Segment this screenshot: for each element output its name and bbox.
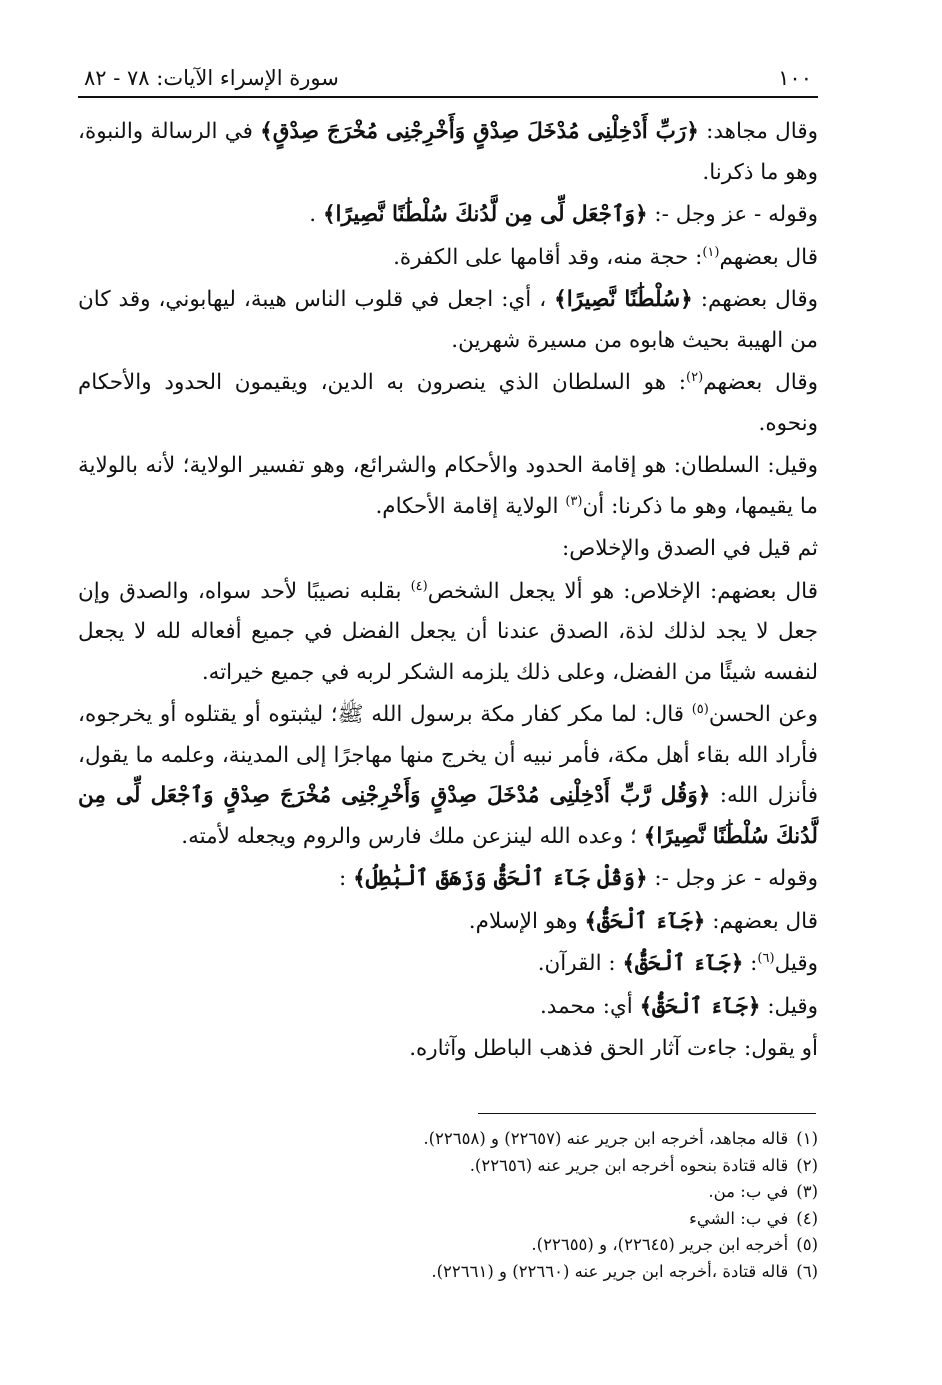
running-title: سورة الإسراء الآيات: ٧٨ - ٨٢	[84, 66, 339, 90]
paragraph: ثم قيل في الصدق والإخلاص:	[562, 536, 818, 561]
paragraph: أو يقول: جاءت آثار الحق فذهب الباطل وآثاره.	[409, 1036, 818, 1061]
footnote-text: في ب: من.	[708, 1182, 789, 1201]
footnote-number: (٦)	[796, 1261, 818, 1281]
footnote-number: (١)	[796, 1129, 818, 1148]
footnote-divider	[478, 1113, 816, 1114]
footnote-number: (٤)	[796, 1208, 818, 1228]
quran-quote: ﴿جَآءَ ٱلْحَقُّ﴾	[584, 908, 706, 934]
footnotes	[80, 1126, 818, 1285]
footnote-ref: (١)	[702, 244, 720, 260]
footnote-ref: (٥)	[691, 701, 709, 717]
page-header	[78, 60, 818, 98]
paragraph: وعن الحسن$^{(٥)}$ قال: لما مكر كفار مكة برسول الله ﷺ؛ ليثبتوه أو يقتلوه أو يخرجوه، فأراد الله بقاء أهل مكة، فأمر نبيه أن يخرج منها مهاجرًا إلى المدينة، وعلمه ما يقول، فأنزل الله: ﴿وَقُل رَّبِّ أَدْخِلْنِى مُدْخَلَ صِدْقٍ وَأَخْرِجْنِى مُخْرَجَ صِدْقٍ وَٱجْعَل لِّى مِن لَّدُنكَ سُلْطَٰنًا نَّصِيرًا﴾ ؛ وعده الله لينزعن ملك فارس والروم ويجعله لأمته.	[78, 701, 818, 849]
footnote	[80, 1259, 818, 1286]
footnote-ref: (٣)	[565, 493, 583, 509]
footnote-number: (٣)	[796, 1182, 818, 1201]
quran-quote: ﴿وَٱجْعَل لِّى مِن لَّدُنكَ سُلْطَٰنًا نَّصِيرًا﴾	[322, 202, 648, 227]
quran-quote: ﴿سُلْطَٰنًا نَّصِيرًا﴾	[554, 287, 693, 312]
footnote	[80, 1179, 818, 1206]
quran-quote: ﴿جَآءَ ٱلْحَقُّ﴾	[622, 951, 744, 976]
paragraph: وقوله - عز وجل -: ﴿وَقُلْ جَآءَ ٱلْحَقُّ وَزَهَقَ ٱلْبَٰطِلُ﴾ :	[338, 866, 818, 891]
page	[78, 60, 818, 1072]
footnote-text: أخرجه ابن جرير (٢٢٦٤٥)، و (٢٢٦٥٥).	[531, 1235, 789, 1254]
quran-quote: ﴿وَقُلْ جَآءَ ٱلْحَقُّ وَزَهَقَ ٱلْبَٰطِلُ﴾	[353, 866, 648, 891]
paragraph: وقيل$^{(٦)}$: ﴿جَآءَ ٱلْحَقُّ﴾ : القرآن.	[537, 950, 818, 976]
footnote-ref: (٢)	[686, 369, 704, 385]
paragraph: وقال مجاهد: ﴿رَبِّ أَدْخِلْنِى مُدْخَلَ صِدْقٍ وَأَخْرِجْنِى مُخْرَجَ صِدْقٍ﴾ في الرسالة والنبوة، وهو ما ذكرنا.	[78, 119, 818, 185]
paragraph: وقال بعضهم$^{(٢)}$: هو السلطان الذي ينصرون به الدين، ويقيمون الحدود والأحكام ونحوه.	[78, 369, 818, 436]
quran-quote: ﴿رَبِّ أَدْخِلْنِى مُدْخَلَ صِدْقٍ وَأَخْرِجْنِى مُخْرَجَ صِدْقٍ﴾	[260, 119, 699, 144]
footnote-text: قاله قتادة ،أخرجه ابن جرير عنه (٢٢٦٦٠) و (٢٢٦٦١).	[431, 1261, 789, 1281]
quran-quote: ﴿جَآءَ ٱلْحَقُّ﴾	[639, 993, 761, 1019]
footnote-ref: (٦)	[757, 950, 775, 966]
footnote	[80, 1153, 818, 1180]
footnote-text: قاله مجاهد، أخرجه ابن جرير عنه (٢٢٦٥٧) و (٢٢٦٥٨).	[423, 1129, 789, 1148]
footnote	[80, 1126, 818, 1153]
paragraph: وقال بعضهم: ﴿سُلْطَٰنًا نَّصِيرًا﴾ ، أي: اجعل في قلوب الناس هيبة، ليهابوني، وقد كان من الهيبة بحيث هابوه من مسيرة شهرين.	[78, 287, 818, 353]
footnote-ref: (٤)	[410, 578, 428, 594]
paragraph: قال بعضهم: الإخلاص: هو ألا يجعل الشخص$^{(٤)}$ بقلبه نصيبًا لأحد سواه، والصدق وإن جعل لا يجد لذلك لذة، الصدق عندنا أن يجعل الفضل في جميع أفعاله لله لا يجعل لنفسه شيئًا من الفضل، وعلى ذلك يلزمه الشكر لربه في جميع خيراته.	[78, 578, 818, 685]
footnote	[80, 1232, 818, 1259]
footnote-number: (٥)	[796, 1235, 818, 1254]
footnote-text: قاله قتادة بنحوه أخرجه ابن جرير عنه (٢٢٦٥٦).	[469, 1155, 789, 1175]
paragraph: قال بعضهم: ﴿جَآءَ ٱلْحَقُّ﴾ وهو الإسلام.	[468, 908, 818, 934]
main-text	[78, 112, 818, 1070]
paragraph: وقيل: ﴿جَآءَ ٱلْحَقُّ﴾ أي: محمد.	[539, 993, 818, 1019]
footnote-number: (٢)	[796, 1155, 818, 1175]
quran-quote: ﴿وَقُل رَّبِّ أَدْخِلْنِى مُدْخَلَ صِدْقٍ وَأَخْرِجْنِى مُخْرَجَ صِدْقٍ وَٱجْعَل لِّى مِن لَّدُنكَ سُلْطَٰنًا نَّصِيرًا﴾	[78, 783, 818, 849]
paragraph: وقوله - عز وجل -: ﴿وَٱجْعَل لِّى مِن لَّدُنكَ سُلْطَٰنًا نَّصِيرًا﴾ .	[309, 202, 818, 227]
paragraph: وقيل: السلطان: هو إقامة الحدود والأحكام والشرائع، وهو تفسير الولاية؛ لأنه بالولاية ما يقيمها، وهو ما ذكرنا: أن$^{(٣)}$ الولاية إقامة الأحكام.	[78, 453, 818, 519]
footnote-text: في ب: الشيء	[689, 1208, 789, 1228]
page-number: ١٠٠	[778, 66, 812, 90]
footnote	[80, 1206, 818, 1233]
paragraph: قال بعضهم$^{(١)}$: حجة منه، وقد أقامها على الكفرة.	[393, 244, 818, 270]
